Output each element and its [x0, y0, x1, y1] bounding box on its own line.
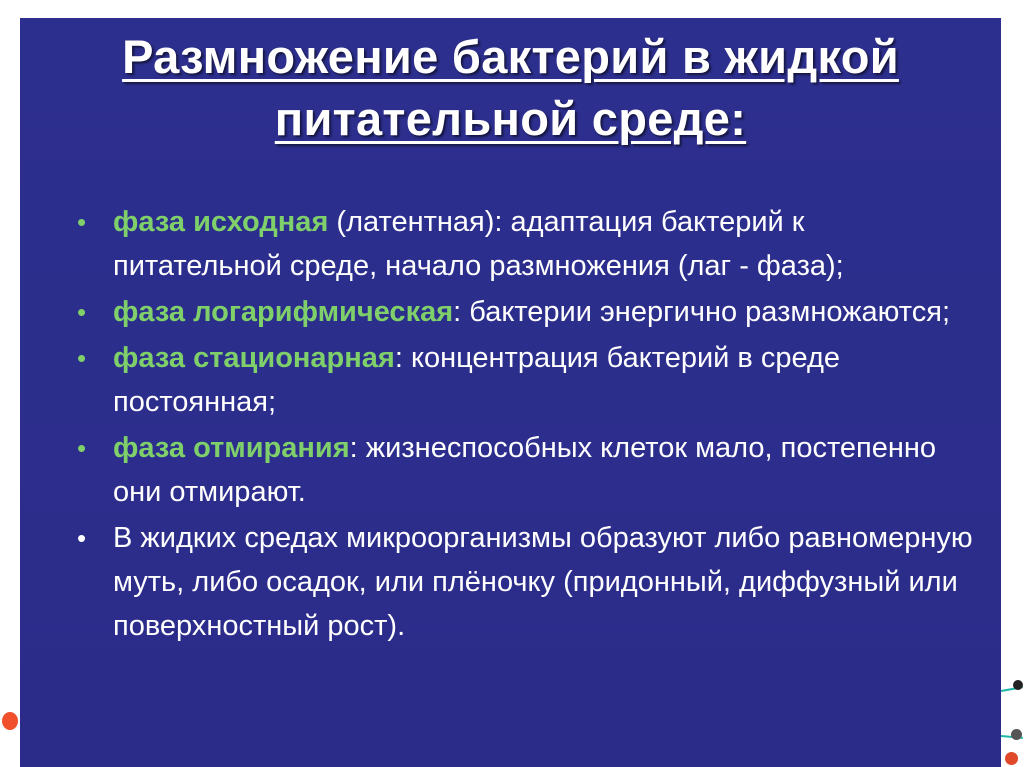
- bullet-text: (латентная): адаптация бактерий к питательной среде, начало размножения (лаг - фаза);: [113, 206, 844, 282]
- bullet-list: [75, 200, 975, 650]
- bullet-item-phase-initial: [75, 200, 975, 288]
- bullet-item-growth-types: [75, 516, 975, 648]
- bullet-dot-icon: •: [77, 207, 87, 237]
- bullet-term: фаза логарифмическая: [113, 296, 454, 328]
- decor-dot-icon: [2, 712, 18, 730]
- bullet-dot-icon: •: [77, 523, 87, 553]
- bullet-dot-icon: •: [77, 433, 87, 463]
- slide: [20, 18, 1001, 767]
- bullet-term: фаза стационарная: [113, 342, 395, 374]
- bullet-text: : бактерии энергично размножаются;: [453, 296, 951, 328]
- decor-dot-icon: [1013, 680, 1023, 690]
- bullet-dot-icon: •: [77, 297, 87, 327]
- bullet-term: фаза исходная: [113, 206, 329, 238]
- bullet-text: : концентрация бактерий в среде постоянная;: [113, 342, 841, 418]
- bullet-item-phase-log: [75, 290, 975, 334]
- title-line-1: Размножение бактерий в жидкой: [122, 30, 899, 83]
- bullet-dot-icon: •: [77, 343, 87, 373]
- slide-title: [20, 26, 1001, 150]
- bullet-text: В жидких средах микроорганизмы образуют либо равномерную муть, либо осадок, или плёночку (придонный, диффузный или поверхностный рост).: [113, 522, 973, 642]
- decor-dot-icon: [1011, 729, 1022, 740]
- bullet-text: : жизнеспособных клеток мало, постепенно они отмирают.: [113, 432, 937, 508]
- decor-dot-icon: [1005, 752, 1018, 765]
- title-line-2: питательной среде:: [274, 92, 747, 145]
- bullet-term: фаза отмирания: [113, 432, 350, 464]
- bullet-item-phase-death: [75, 426, 975, 514]
- bullet-item-phase-stationary: [75, 336, 975, 424]
